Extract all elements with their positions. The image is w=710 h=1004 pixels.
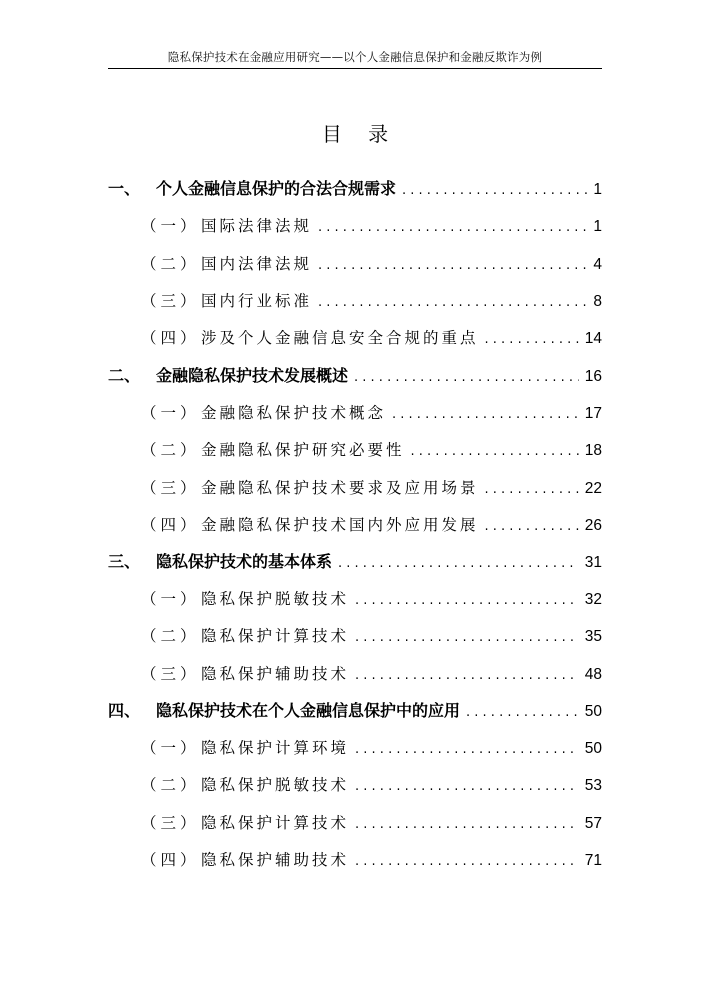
toc-text: 隐私保护脱敏技术 (201, 590, 350, 608)
dot-leader (338, 552, 579, 576)
toc-page-number: 18 (584, 442, 602, 459)
dot-leader (318, 254, 587, 278)
dot-leader (402, 179, 587, 203)
toc-number: （一） (141, 404, 200, 422)
dot-leader (318, 291, 587, 315)
toc-title: 目 录 (321, 122, 399, 146)
toc-entry-2-3[interactable] (141, 476, 602, 500)
toc-entry-4[interactable] (108, 699, 602, 723)
toc-entry-2-2[interactable] (141, 438, 602, 462)
dot-leader (318, 216, 587, 240)
toc-text: 金融隐私保护技术要求及应用场景 (201, 479, 479, 497)
toc-number: （三） (141, 665, 200, 683)
toc-number: （一） (141, 217, 200, 235)
toc-page-number: 17 (584, 405, 602, 422)
header-rule (108, 68, 602, 69)
toc-text: 国际法律法规 (201, 217, 313, 235)
toc-text: 隐私保护技术在个人金融信息保护中的应用 (156, 701, 461, 720)
dot-leader (355, 738, 579, 762)
toc-number: 二、 (108, 366, 141, 385)
toc-page-number: 50 (584, 740, 602, 757)
dot-leader (355, 626, 579, 650)
toc-page-number: 16 (584, 368, 602, 385)
toc-page-number: 26 (584, 517, 602, 534)
toc-number: （四） (141, 329, 200, 347)
toc-entry-3-3[interactable] (141, 662, 602, 686)
toc-entry-3-2[interactable] (141, 624, 602, 648)
toc-text: 隐私保护辅助技术 (201, 851, 350, 869)
toc-number: （四） (141, 851, 200, 869)
toc-number: 一、 (108, 179, 141, 198)
toc-page-number: 8 (593, 293, 602, 310)
toc-entry-1-3[interactable] (141, 289, 602, 313)
toc-number: （四） (141, 516, 200, 534)
toc-entry-4-1[interactable] (141, 736, 602, 760)
dot-leader (355, 589, 579, 613)
toc-number: 四、 (108, 701, 141, 720)
toc-page-number: 31 (584, 554, 602, 571)
toc-page-number: 35 (584, 628, 602, 645)
toc-entry-3-1[interactable] (141, 587, 602, 611)
dot-leader (485, 515, 579, 539)
toc-number: （一） (141, 739, 200, 757)
toc-text: 隐私保护辅助技术 (201, 665, 350, 683)
toc-entry-4-2[interactable] (141, 773, 602, 797)
toc-number: （二） (141, 627, 200, 645)
toc-text: 隐私保护脱敏技术 (201, 776, 350, 794)
toc-page-number: 22 (584, 480, 602, 497)
toc-page-number: 71 (584, 852, 602, 869)
toc-text: 国内法律法规 (201, 255, 313, 273)
toc-text: 隐私保护计算技术 (201, 627, 350, 645)
dot-leader (392, 403, 579, 427)
toc-text: 金融隐私保护技术概念 (201, 404, 387, 422)
toc-page-number: 50 (584, 703, 602, 720)
toc-entry-2-4[interactable] (141, 513, 602, 537)
toc-number: （一） (141, 590, 200, 608)
toc-page-number: 32 (584, 591, 602, 608)
dot-leader (411, 440, 579, 464)
toc-number: （二） (141, 776, 200, 794)
toc-page-number: 4 (593, 256, 602, 273)
toc-page-number: 48 (584, 666, 602, 683)
dot-leader (355, 813, 579, 837)
dot-leader (466, 701, 579, 725)
toc-number: （三） (141, 292, 200, 310)
toc-entry-1-2[interactable] (141, 252, 602, 276)
toc-page-number: 1 (593, 181, 602, 198)
toc-text: 隐私保护计算技术 (201, 814, 350, 832)
dot-leader (355, 850, 579, 874)
toc-entry-1-1[interactable] (141, 214, 602, 238)
toc-entry-3[interactable] (108, 550, 602, 574)
toc-text: 隐私保护计算环境 (201, 739, 350, 757)
toc-entry-1-4[interactable] (141, 326, 602, 350)
toc-entry-2-1[interactable] (141, 401, 602, 425)
dot-leader (355, 664, 579, 688)
toc-text: 金融隐私保护技术发展概述 (156, 366, 349, 385)
toc-page-number: 57 (584, 815, 602, 832)
running-header: 隐私保护技术在金融应用研究——以个人金融信息保护和金融反欺诈为例 (167, 50, 543, 64)
toc-number: 三、 (108, 552, 141, 571)
toc-number: （三） (141, 479, 200, 497)
toc-text: 金融隐私保护研究必要性 (201, 441, 405, 459)
toc-text: 国内行业标准 (201, 292, 313, 310)
dot-leader (355, 775, 579, 799)
toc-number: （二） (141, 255, 200, 273)
toc-text: 隐私保护技术的基本体系 (156, 552, 333, 571)
toc-page-number: 53 (584, 777, 602, 794)
dot-leader (485, 478, 579, 502)
dot-leader (485, 328, 579, 352)
toc-entry-2[interactable] (108, 364, 602, 388)
toc-number: （三） (141, 814, 200, 832)
toc-entry-4-4[interactable] (141, 848, 602, 872)
toc-page-number: 14 (584, 330, 602, 347)
toc-entry-1[interactable] (108, 177, 602, 201)
toc-text: 金融隐私保护技术国内外应用发展 (201, 516, 479, 534)
toc-text: 涉及个人金融信息安全合规的重点 (201, 329, 479, 347)
toc-entry-4-3[interactable] (141, 811, 602, 835)
toc-number: （二） (141, 441, 200, 459)
toc-text: 个人金融信息保护的合法合规需求 (156, 179, 397, 198)
dot-leader (354, 366, 579, 390)
toc-page-number: 1 (593, 218, 602, 235)
